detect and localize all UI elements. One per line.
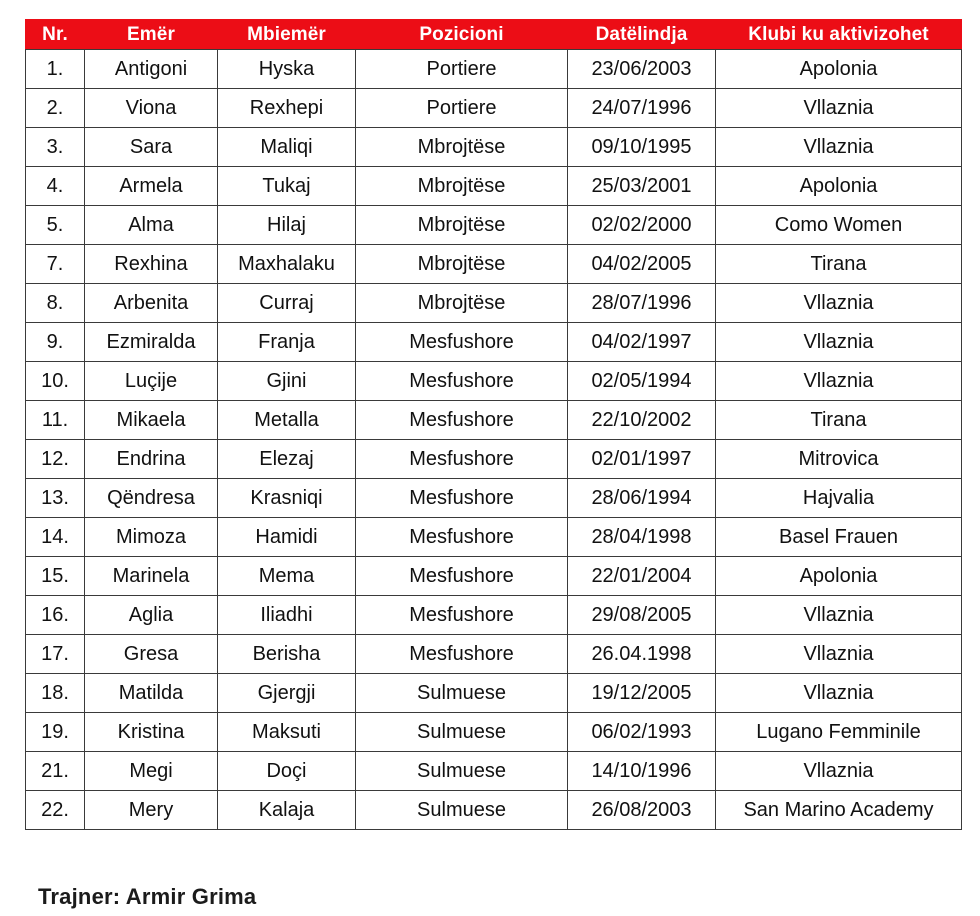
table-row <box>26 128 962 167</box>
cell-last: Gjergji <box>218 674 356 713</box>
table-header-row <box>26 20 962 50</box>
cell-dob: 26.04.1998 <box>568 635 716 674</box>
cell-club: Apolonia <box>716 167 962 206</box>
cell-club: Vllaznia <box>716 128 962 167</box>
cell-nr: 1. <box>26 50 85 89</box>
cell-first: Mimoza <box>85 518 218 557</box>
cell-pos: Portiere <box>356 89 568 128</box>
cell-last: Maxhalaku <box>218 245 356 284</box>
table-row <box>26 284 962 323</box>
cell-first: Qëndresa <box>85 479 218 518</box>
cell-club: Vllaznia <box>716 596 962 635</box>
cell-pos: Mbrojtëse <box>356 284 568 323</box>
cell-dob: 19/12/2005 <box>568 674 716 713</box>
cell-pos: Portiere <box>356 50 568 89</box>
cell-dob: 02/01/1997 <box>568 440 716 479</box>
squad-roster-table <box>25 19 962 830</box>
cell-nr: 7. <box>26 245 85 284</box>
cell-first: Antigoni <box>85 50 218 89</box>
cell-pos: Sulmuese <box>356 791 568 830</box>
cell-pos: Mbrojtëse <box>356 128 568 167</box>
cell-last: Elezaj <box>218 440 356 479</box>
table-row <box>26 713 962 752</box>
cell-last: Franja <box>218 323 356 362</box>
table-row <box>26 440 962 479</box>
cell-nr: 13. <box>26 479 85 518</box>
cell-last: Metalla <box>218 401 356 440</box>
cell-first: Alma <box>85 206 218 245</box>
cell-nr: 21. <box>26 752 85 791</box>
table-row <box>26 362 962 401</box>
cell-last: Doçi <box>218 752 356 791</box>
cell-club: Vllaznia <box>716 323 962 362</box>
cell-last: Kalaja <box>218 791 356 830</box>
cell-first: Endrina <box>85 440 218 479</box>
cell-last: Curraj <box>218 284 356 323</box>
cell-dob: 23/06/2003 <box>568 50 716 89</box>
cell-dob: 02/05/1994 <box>568 362 716 401</box>
cell-pos: Mesfushore <box>356 518 568 557</box>
cell-dob: 28/04/1998 <box>568 518 716 557</box>
cell-club: Apolonia <box>716 557 962 596</box>
table-row <box>26 206 962 245</box>
cell-dob: 28/06/1994 <box>568 479 716 518</box>
cell-first: Matilda <box>85 674 218 713</box>
cell-pos: Mesfushore <box>356 401 568 440</box>
cell-club: Mitrovica <box>716 440 962 479</box>
cell-club: Basel Frauen <box>716 518 962 557</box>
cell-first: Arbenita <box>85 284 218 323</box>
cell-nr: 15. <box>26 557 85 596</box>
table-row <box>26 401 962 440</box>
table-row <box>26 50 962 89</box>
cell-last: Iliadhi <box>218 596 356 635</box>
cell-club: Vllaznia <box>716 635 962 674</box>
table-header <box>26 20 962 50</box>
column-header-club: Klubi ku aktivizohet <box>716 20 962 50</box>
cell-nr: 22. <box>26 791 85 830</box>
cell-dob: 22/10/2002 <box>568 401 716 440</box>
cell-dob: 22/01/2004 <box>568 557 716 596</box>
cell-last: Hilaj <box>218 206 356 245</box>
cell-nr: 14. <box>26 518 85 557</box>
cell-club: Como Women <box>716 206 962 245</box>
cell-nr: 16. <box>26 596 85 635</box>
cell-club: Tirana <box>716 401 962 440</box>
table-row <box>26 479 962 518</box>
table-row <box>26 557 962 596</box>
column-header-position: Pozicioni <box>356 20 568 50</box>
cell-first: Megi <box>85 752 218 791</box>
cell-pos: Mesfushore <box>356 362 568 401</box>
cell-nr: 11. <box>26 401 85 440</box>
cell-first: Ezmiralda <box>85 323 218 362</box>
cell-first: Gresa <box>85 635 218 674</box>
column-header-last-name: Mbiemër <box>218 20 356 50</box>
coach-label: Trajner: Armir Grima <box>38 884 257 909</box>
cell-nr: 17. <box>26 635 85 674</box>
table-body <box>26 50 962 830</box>
cell-pos: Mesfushore <box>356 323 568 362</box>
cell-club: Vllaznia <box>716 284 962 323</box>
cell-first: Aglia <box>85 596 218 635</box>
cell-nr: 9. <box>26 323 85 362</box>
table-row <box>26 323 962 362</box>
cell-last: Berisha <box>218 635 356 674</box>
cell-dob: 04/02/1997 <box>568 323 716 362</box>
cell-nr: 2. <box>26 89 85 128</box>
cell-last: Rexhepi <box>218 89 356 128</box>
cell-club: Vllaznia <box>716 752 962 791</box>
cell-club: San Marino Academy <box>716 791 962 830</box>
cell-first: Mikaela <box>85 401 218 440</box>
cell-club: Vllaznia <box>716 89 962 128</box>
cell-first: Kristina <box>85 713 218 752</box>
cell-club: Vllaznia <box>716 362 962 401</box>
cell-dob: 09/10/1995 <box>568 128 716 167</box>
table-row <box>26 596 962 635</box>
cell-pos: Mesfushore <box>356 557 568 596</box>
cell-nr: 10. <box>26 362 85 401</box>
cell-pos: Mesfushore <box>356 596 568 635</box>
cell-club: Apolonia <box>716 50 962 89</box>
column-header-nr: Nr. <box>26 20 85 50</box>
table-row <box>26 518 962 557</box>
cell-dob: 14/10/1996 <box>568 752 716 791</box>
cell-club: Vllaznia <box>716 674 962 713</box>
cell-last: Gjini <box>218 362 356 401</box>
cell-dob: 28/07/1996 <box>568 284 716 323</box>
cell-last: Maksuti <box>218 713 356 752</box>
cell-dob: 04/02/2005 <box>568 245 716 284</box>
cell-nr: 12. <box>26 440 85 479</box>
cell-last: Mema <box>218 557 356 596</box>
cell-last: Hamidi <box>218 518 356 557</box>
cell-last: Maliqi <box>218 128 356 167</box>
cell-dob: 06/02/1993 <box>568 713 716 752</box>
table-row <box>26 245 962 284</box>
cell-nr: 8. <box>26 284 85 323</box>
column-header-date-of-birth: Datëlindja <box>568 20 716 50</box>
cell-pos: Mesfushore <box>356 440 568 479</box>
cell-first: Armela <box>85 167 218 206</box>
table-row <box>26 167 962 206</box>
cell-pos: Mesfushore <box>356 635 568 674</box>
cell-pos: Sulmuese <box>356 713 568 752</box>
cell-pos: Sulmuese <box>356 752 568 791</box>
cell-nr: 3. <box>26 128 85 167</box>
table-row <box>26 791 962 830</box>
cell-dob: 24/07/1996 <box>568 89 716 128</box>
cell-club: Tirana <box>716 245 962 284</box>
cell-nr: 4. <box>26 167 85 206</box>
cell-first: Sara <box>85 128 218 167</box>
cell-first: Viona <box>85 89 218 128</box>
cell-pos: Sulmuese <box>356 674 568 713</box>
cell-pos: Mbrojtëse <box>356 167 568 206</box>
cell-first: Marinela <box>85 557 218 596</box>
cell-club: Lugano Femminile <box>716 713 962 752</box>
cell-pos: Mesfushore <box>356 479 568 518</box>
table-row <box>26 635 962 674</box>
cell-first: Mery <box>85 791 218 830</box>
cell-club: Hajvalia <box>716 479 962 518</box>
cell-nr: 18. <box>26 674 85 713</box>
table-row <box>26 674 962 713</box>
cell-first: Luçije <box>85 362 218 401</box>
cell-nr: 19. <box>26 713 85 752</box>
cell-last: Krasniqi <box>218 479 356 518</box>
cell-dob: 25/03/2001 <box>568 167 716 206</box>
cell-dob: 02/02/2000 <box>568 206 716 245</box>
cell-last: Hyska <box>218 50 356 89</box>
table-row <box>26 752 962 791</box>
column-header-first-name: Emër <box>85 20 218 50</box>
cell-dob: 29/08/2005 <box>568 596 716 635</box>
cell-first: Rexhina <box>85 245 218 284</box>
cell-last: Tukaj <box>218 167 356 206</box>
table-row <box>26 89 962 128</box>
cell-nr: 5. <box>26 206 85 245</box>
cell-pos: Mbrojtëse <box>356 245 568 284</box>
cell-dob: 26/08/2003 <box>568 791 716 830</box>
cell-pos: Mbrojtëse <box>356 206 568 245</box>
